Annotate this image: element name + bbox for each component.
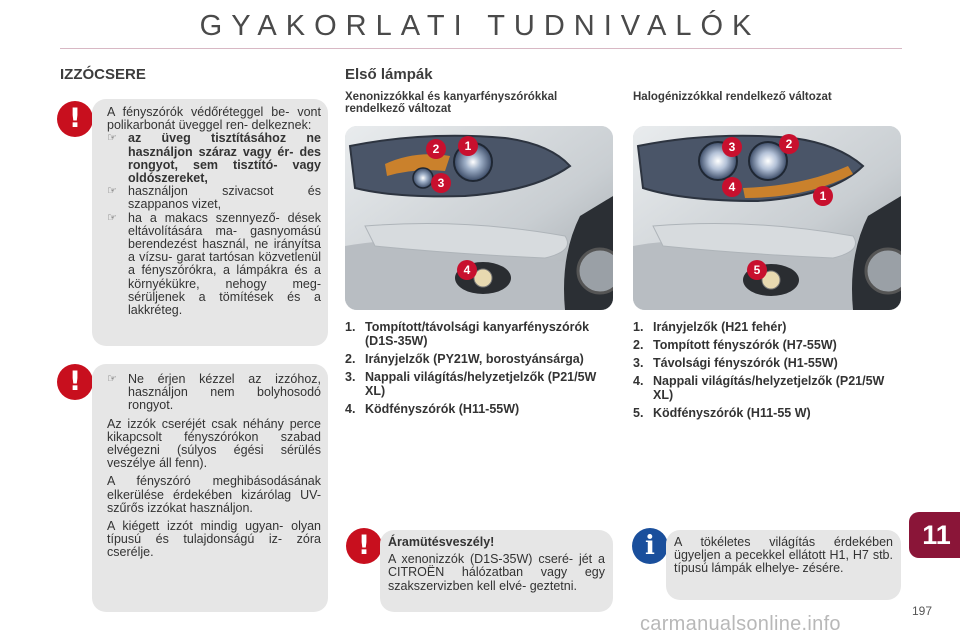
list-item: 1. Tompított/távolsági kanyarfényszórók (D1S-35W) bbox=[345, 320, 590, 348]
warning-exclamation-icon: ! bbox=[57, 101, 93, 137]
warning-exclamation-icon: ! bbox=[346, 528, 382, 564]
headlamp-care-note bbox=[92, 99, 328, 346]
care-bullet: ☞ használjon szivacsot és szappanos vizet, bbox=[107, 184, 321, 212]
handling-paragraph: A kiégett izzót mindig ugyan- olyan típusú és tulajdonságú iz- zóra cserélje. bbox=[107, 519, 321, 560]
callout-2: 2 bbox=[779, 134, 799, 154]
xenon-headlamp-photo bbox=[345, 126, 613, 310]
electric-shock-text: A xenonizzók (D1S-35W) cseré- jét a CITROËN hálózatban vagy egy szakszervizben kell elvé- geztetni. bbox=[388, 552, 605, 593]
list-item: 3. Távolsági fényszórók (H1-55W) bbox=[633, 356, 838, 370]
bulb-handling-note bbox=[92, 364, 328, 612]
list-item: 5. Ködfényszórók (H11-55 W) bbox=[633, 406, 811, 420]
care-bullet: ☞ ha a makacs szennyező- dések eltávolítására ma- gasnyomású berendezést használ, ne irányítsa a vízsu- garat tartósan közvetlenül a fényszórókra, a lámpákra és a környékükre, nehogy meg- sérüljenek a tömítések és a lakkréteg. bbox=[107, 210, 321, 318]
warning-exclamation-icon: ! bbox=[57, 364, 93, 400]
callout-5: 5 bbox=[747, 260, 767, 280]
section-title-bulb-replacement: IZZÓCSERE bbox=[60, 66, 146, 83]
list-item: 4. Ködfényszórók (H11-55W) bbox=[345, 402, 520, 416]
callout-1: 1 bbox=[813, 186, 833, 206]
bulb-fitting-info bbox=[666, 530, 901, 600]
callout-2: 2 bbox=[426, 139, 446, 159]
electric-shock-title: Áramütésveszély! bbox=[388, 535, 495, 549]
care-intro: A fényszórók védőréteggel be- vont polikarbonát üveggel ren- delkeznek: bbox=[107, 105, 321, 133]
care-bullet: ☞ az üveg tisztításához ne használjon száraz vagy ér- des rongyot, sem tisztító- vagy oldószereket, bbox=[107, 131, 321, 186]
section-title-front-lamps: Első lámpák bbox=[345, 66, 433, 83]
watermark: carmanualsonline.info bbox=[640, 613, 841, 635]
page-number: 197 bbox=[912, 604, 933, 618]
electric-shock-warning bbox=[380, 530, 613, 612]
handling-bullet: ☞ Ne érjen kézzel az izzóhoz, használjon nem bolyhosodó rongyot. bbox=[107, 372, 321, 413]
handling-paragraph: A fényszóró meghibásodásának elkerülése érdekében kizárólag UV-szűrős izzókat használjon. bbox=[107, 474, 321, 515]
header-rule bbox=[60, 48, 902, 49]
callout-4: 4 bbox=[457, 260, 477, 280]
info-icon: i bbox=[632, 528, 668, 564]
halogen-heading: Halogénizzókkal rendelkező változat bbox=[633, 91, 832, 103]
list-item: 2. Irányjelzők (PY21W, borostyánsárga) bbox=[345, 352, 584, 366]
pointing-hand-icon: ☞ bbox=[107, 185, 117, 198]
callout-3: 3 bbox=[431, 173, 451, 193]
list-item: 3. Nappali világítás/helyzetjelzők (P21/5W XL) bbox=[345, 370, 597, 398]
xenon-headlamp-illustration bbox=[345, 126, 613, 310]
page-header: GYAKORLATI TUDNIVALÓK bbox=[199, 10, 761, 42]
bulb-fitting-text: A tökéletes világítás érdekében ügyeljen a pecekkel ellátott H1, H7 stb. típusú lámpák elhelye- zésére. bbox=[674, 535, 893, 576]
pointing-hand-icon: ☞ bbox=[107, 132, 117, 145]
callout-4: 4 bbox=[722, 177, 742, 197]
callout-3: 3 bbox=[722, 137, 742, 157]
list-item: 2. Tompított fényszórók (H7-55W) bbox=[633, 338, 837, 352]
pointing-hand-icon: ☞ bbox=[107, 373, 117, 385]
xenon-bulb-list bbox=[345, 320, 613, 420]
handling-paragraph: Az izzók cseréjét csak néhány perce kikapcsolt fényszórókon szabad elvégezni (súlyos égési sérülés veszélye áll fenn). bbox=[107, 416, 321, 471]
chapter-tab: 11 bbox=[909, 512, 960, 558]
halogen-bulb-list bbox=[633, 320, 903, 424]
callout-1: 1 bbox=[458, 136, 478, 156]
halogen-headlamp-illustration bbox=[633, 126, 901, 310]
halogen-headlamp-photo bbox=[633, 126, 901, 310]
xenon-heading: Xenonizzókkal és kanyarfényszórókkal rendelkező változat bbox=[345, 91, 558, 115]
list-item: 1. Irányjelzők (H21 fehér) bbox=[633, 320, 787, 334]
list-item: 4. Nappali világítás/helyzetjelzők (P21/5W XL) bbox=[633, 374, 885, 402]
pointing-hand-icon: ☞ bbox=[107, 211, 117, 224]
